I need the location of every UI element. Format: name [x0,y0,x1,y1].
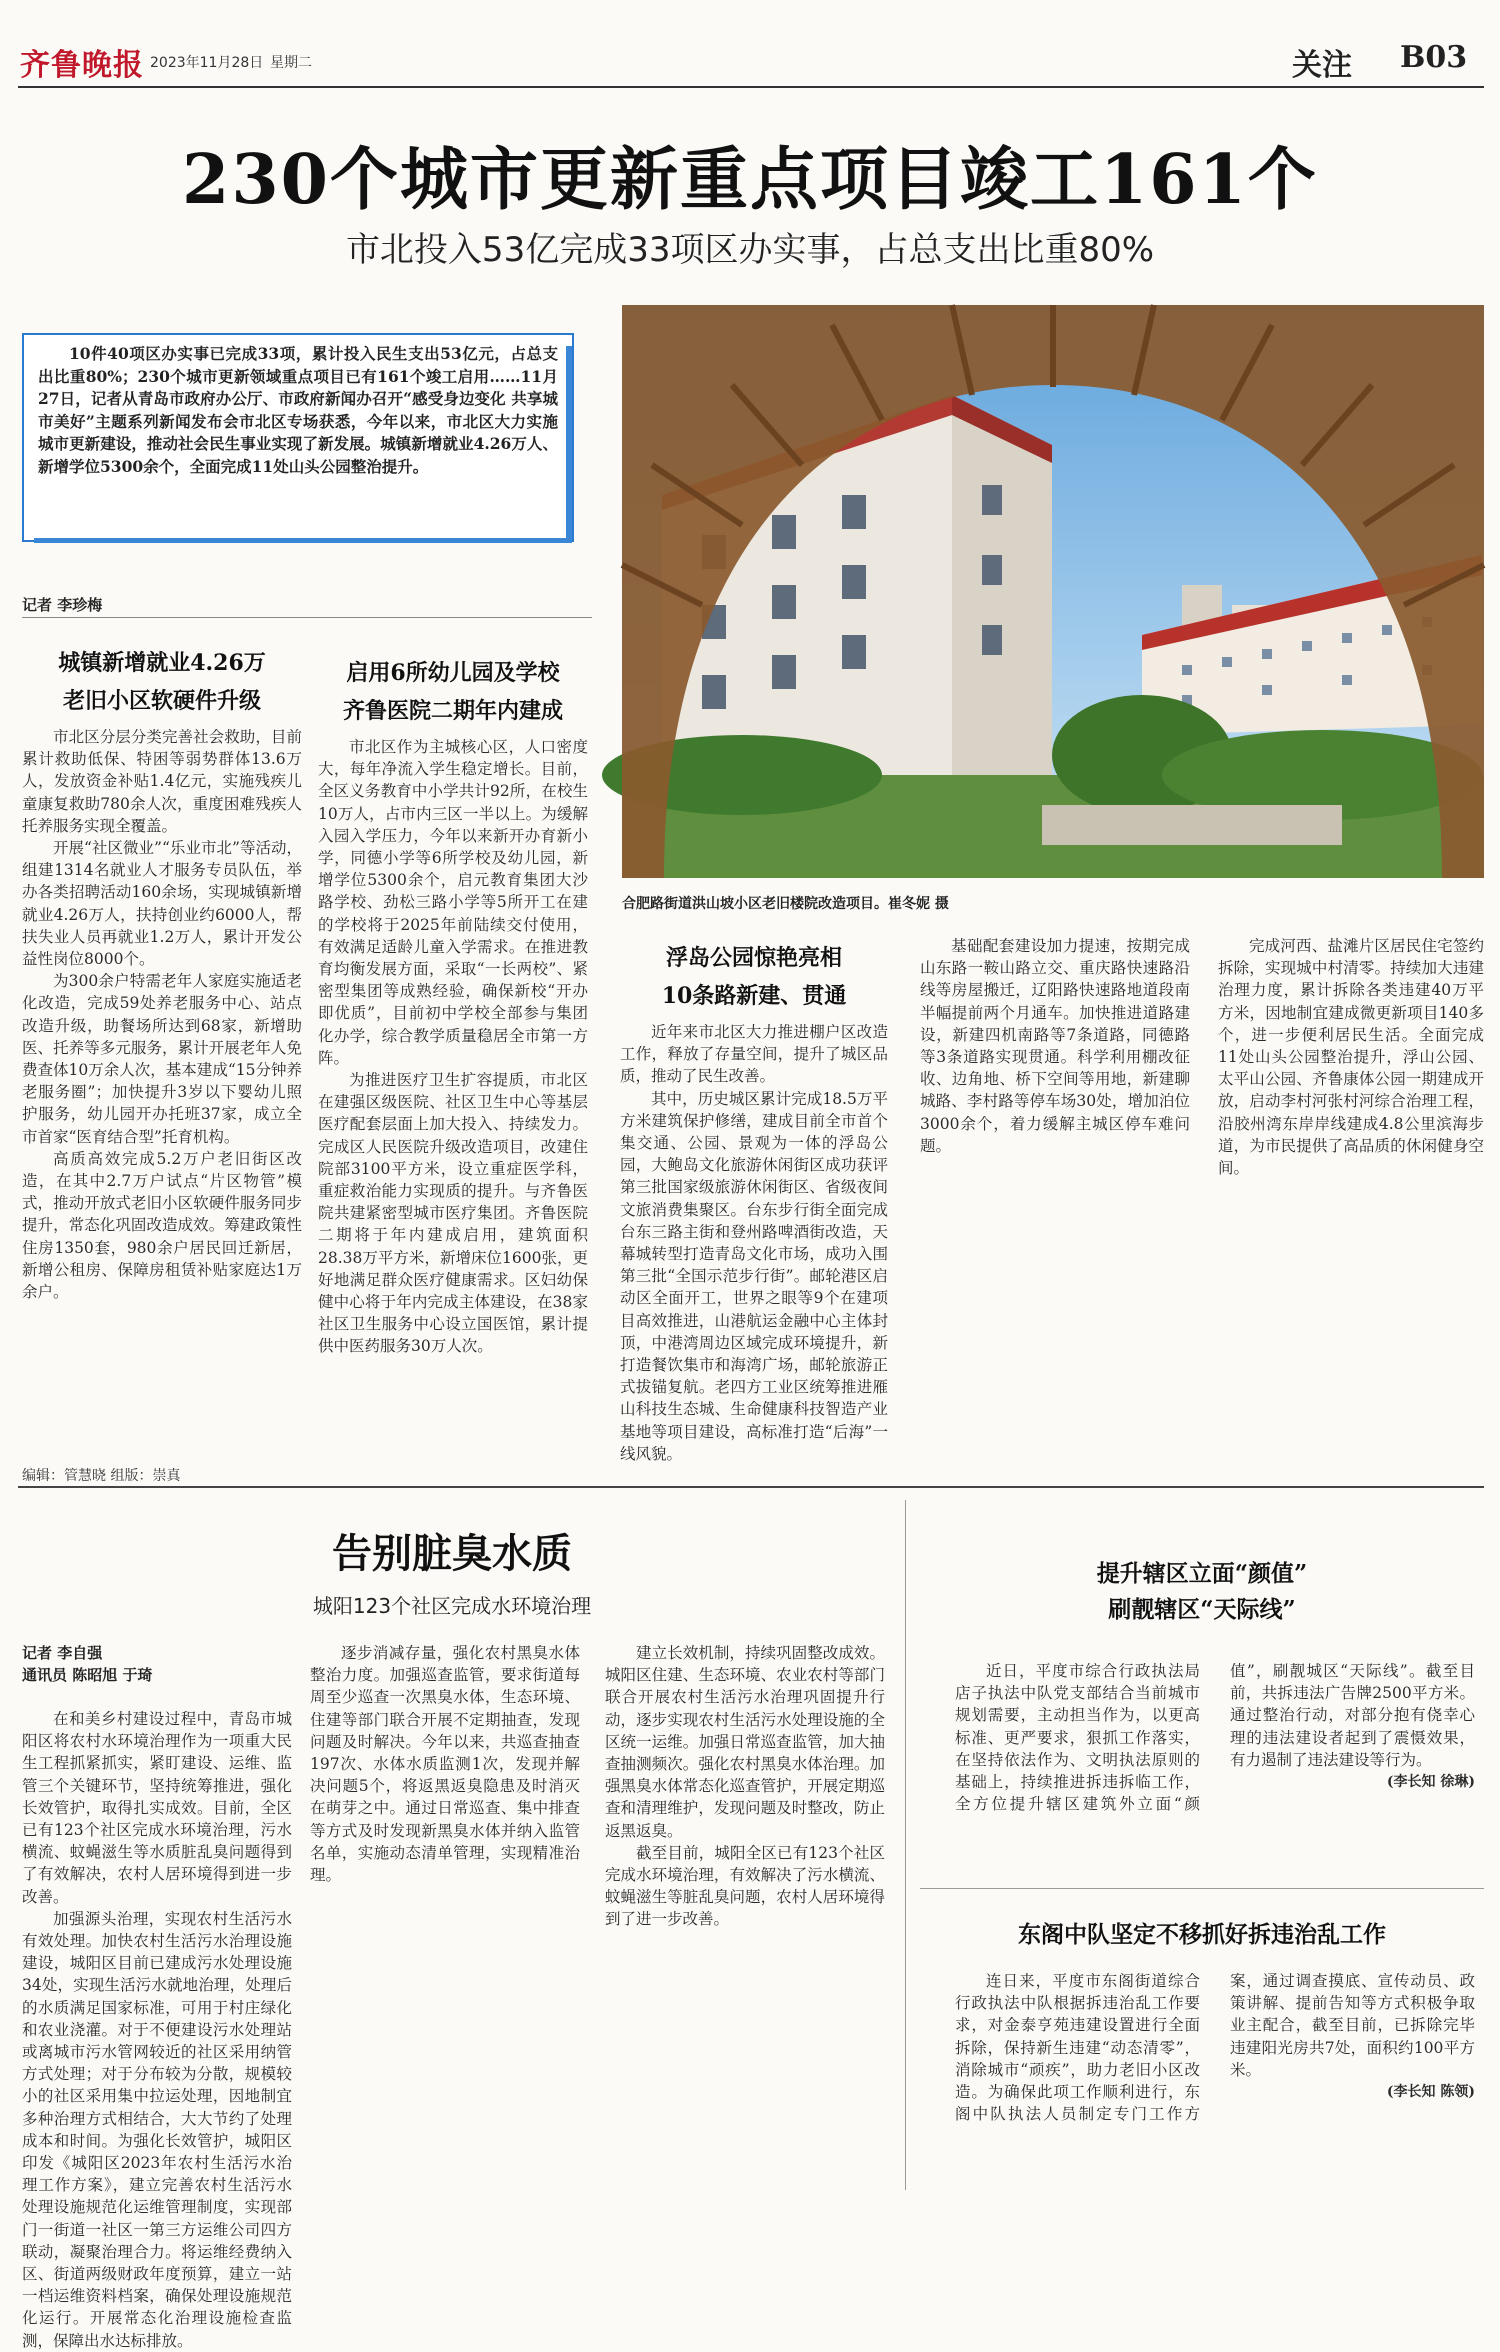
paragraph: 完成河西、盐滩片区居民住宅签约拆除，实现城中村清零。持续加大违建治理力度，累计拆除各类违建40万平方米，因地制宜建成微更新项目140多个，进一步便利居民生活。全面完成11处山头公园整治提升，浮山公园、太平山公园、齐鲁康体公园一期建成开放，启动李村河张村河综合治理工程，沿胶州湾东岸岸线建成4.8公里滨海步道，为市民提供了高品质的休闲健身空间。 [1218,937,1484,1178]
main-subheadline: 市北投入53亿完成33项区办实事，占总支出比重80% [345,230,1155,270]
water-col-2 [310,1642,580,2188]
issue-weekday: 星期二 [270,55,312,71]
paragraph: 逐步消减存量，强化农村黑臭水体整治力度。加强巡查监管，要求街道每周至少巡查一次黑臭水体，生态环境、住建等部门联合开展不定期抽查，发现问题及时解决。今年以来，共巡查抽查197次、水体水质监测1次，发现并解决问题5个，将返黑返臭隐患及时消灭在萌芽之中。通过日常巡查、集中排查等方式及时发现新黑臭水体并纳入监管名单，实施动态清单管理，实现精准治理。 [310,1644,580,1885]
main-col-1 [22,640,302,1450]
donge-signature: (李长知 陈领) [1386,2084,1475,2101]
facade-signature: (李长知 徐琳) [1386,1774,1475,1791]
main-col-2 [318,650,588,1450]
sub-heading-park: 浮岛公园惊艳亮相 10条路新建、贯通 [661,945,847,1009]
brief-divider [905,1500,906,2190]
water-title: 告别脏臭水质 [332,1530,572,1577]
paragraph: 在和美乡村建设过程中，青岛市城阳区将农村水环境治理作为一项重大民生工程抓紧抓实，紧盯建设、运维、监管三个关键环节，坚持统筹推进，强化长效管护，取得扎实成效。目前，全区已有123个社区完成水环境治理，污水横流、蚊蝇滋生等水质脏乱臭问题得到了有效解决，农村人居环境得到进一步改善。 [22,1710,292,1906]
section-name: 关注 [1292,48,1352,83]
editor-line: 编辑：管慧晓 组版：崇真 [22,1468,181,1484]
donge-body [955,1970,1475,2190]
paragraph: 连日来，平度市东阁街道综合行政执法中队根据拆违治乱工作要求，对金泰亨苑违建设置进行全面拆除，保持新生违建“动态清零”，消除城市“顽疾”，助力老旧小区改造。为确保此项工作顺利进行，东阁中队执法人员制定专门工作方案，通过调查摸底、宣传动员、政策讲解、提前告知等方式积极争取业主配合，截至目前，已拆除完毕违建阳光房共7处，面积约100平方米。 [955,1972,1475,2124]
page-number: B03 [1400,40,1468,75]
sub-heading-schools: 启用6所幼儿园及学校 齐鲁医院二期年内建成 [342,660,563,724]
water-reporter: 记者 李自强 [22,1644,103,1662]
paragraph: 为300余户特需老年人家庭实施适老化改造，完成59处养老服务中心、站点改造升级，助餐场所达到68家，新增助医、托养等多元服务，累计开展老年人免费查体10万余人次，基本建成“15分钟养老服务圈”；加快提升3岁以下婴幼儿照护服务，幼儿园开办托班37家，成立全市首家“医育结合型”托育机构。 [22,972,302,1146]
masthead-rule [18,86,1484,88]
main-reporter: 记者 李珍梅 [22,596,103,614]
paragraph: 市北区分层分类完善社会救助，目前累计救助低保、特困等弱势群体13.6万人，发放资金补贴1.4亿元，实施残疾儿童康复救助780余人次，重度困难残疾人托养服务实现全覆盖。 [22,728,302,835]
facade-title: 提升辖区立面“颜值” 刷靓辖区“天际线” [1096,1560,1308,1623]
paragraph: 建立长效机制，持续巩固整改成效。城阳区住建、生态环境、农业农村等部门联合开展农村生活污水治理巩固提升行动，逐步实现农村生活污水处理设施的全区统一运维。加强日常巡查监管，加大抽查抽测频次。强化农村黑臭水体治理。加强黑臭水体常态化巡查管护，开展定期巡查和清理维护，发现问题及时整改，防止返黑返臭。 [605,1644,885,1840]
main-col-3 [620,935,888,1463]
main-col-4 [920,935,1190,1450]
water-correspondent: 通讯员 陈昭旭 于琦 [22,1666,153,1684]
photo-caption: 合肥路街道洪山坡小区老旧楼院改造项目。崔冬妮 摄 [622,896,949,912]
paragraph: 为推进医疗卫生扩容提质，市北区在建强区级医院、社区卫生中心等基层医疗配套层面上加大投入、持续发力。完成区人民医院升级改造项目，改建住院部3100平方米，设立重症医学科，重症救治能力实现质的提升。与齐鲁医院共建紧密型城市医疗集团。齐鲁医院二期将于年内建成启用，建筑面积28.38万平方米，新增床位1600张，更好地满足群众医疗健康需求。区妇幼保健中心将于年内完成主体建设，在38家社区卫生服务中心设立国医馆，累计提供中医药服务30万人次。 [318,1071,588,1356]
water-col-3 [605,1642,885,2188]
lead-box [22,333,574,542]
masthead [0,0,1500,88]
donge-title: 东阁中队坚定不移抓好拆违治乱工作 [1018,1921,1386,1948]
lead-box-shadow [566,346,572,542]
lead-box-shadow-bottom [34,538,572,543]
paragraph: 市北区作为主城核心区，人口密度大，每年净流入学生稳定增长。目前，全区义务教育中小学共计92所，在校生10万人，占市内三区一半以上。为缓解入园入学压力，今年以来新开办育新小学，同德小学等6所学校及幼儿园，新增学位5300余个，启元教育集团大沙路学校、劲松三路小学等5所开工在建的学校将于2025年前陆续交付使用，有效满足适龄儿童入学需求。在推进教育均衡发展方面，采取“一长两校”、紧密型集团等成熟经验，确保新校“开办即优质”，目前初中学校全部参与集团化办学，综合教学质量稳居全市第一方阵。 [318,738,588,1067]
water-subtitle: 城阳123个社区完成水环境治理 [312,1594,592,1618]
main-headline: 230个城市更新重点项目竣工161个 [182,140,1318,220]
main-col-5 [1218,935,1484,1450]
water-col-1 [22,1708,292,2350]
issue-date: 2023年11月28日 [150,55,264,71]
paragraph: 高质高效完成5.2万户老旧街区改造，在其中2.7万户试点“片区物管”模式，推动开放式老旧小区软硬件服务同步提升，常态化巩固改造成效。筹建政策性住房1350套，980余户居民回迁新居，新增公租房、保障房租赁补贴家庭达1万余户。 [22,1149,302,1302]
reporter-rule [22,617,592,618]
paragraph: 基础配套建设加力提速，按期完成山东路一鞍山路立交、重庆路快速路沿线等房屋搬迁，辽阳路快速路地道段南半幅提前两个月通车。加快推进道路建设，新建四机南路等7条道路，同德路等3条道路实现贯通。科学利用棚改征收、边角地、桥下空间等用地，新建聊城路、李村路等停车场30处，增加泊位3000余个，着力缓解主城区停车难问题。 [920,937,1190,1155]
paper-logo: 齐鲁晚报 [20,48,144,83]
paragraph: 其中，历史城区累计完成18.5万平方米建筑保护修缮，建成目前全市首个集交通、公园、景观为一体的浮岛公园，大鲍岛文化旅游休闲街区成功获评第三批国家级旅游休闲街区、省级夜间文旅消费集聚区。台东步行街全面完成台东三路主街和登州路啤酒街改造，天幕城转型打造青岛文化市场，成功入围第三批“全国示范步行街”。邮轮港区启动区全面开工，世界之眼等9个在建项目高效推进，山港航运金融中心主体封顶，中港湾周边区域完成环境提升，新打造餐饮集市和海湾广场，邮轮旅游正式拔锚复航。老四方工业区统筹推进雁山科技生态城、生命健康科技智造产业基地等项目建设，高标准打造“后海”一线风貌。 [620,1089,888,1463]
paragraph: 加强源头治理，实现农村生活污水有效处理。加快农村生活污水治理设施建设，城阳区目前已建成污水处理设施34处，实现生活污水就地治理，处理后的水质满足国家标准，可用于村庄绿化和农业浇灌。对于不便建设污水处理站或离城市污水管网较近的社区采用纳管方式处理；对于分布较为分散，规模较小的社区采用集中拉运处理，因地制宜多种治理方式相结合，大大节约了处理成本和时间。为强化长效管护，城阳区印发《城阳区2023年农村生活污水治理工作方案》，建立完善农村生活污水处理设施规范化运维管理制度，实现部门一街道一社区一第三方运维公司四方联动，凝聚治理合力。将运维经费纳入区、街道两级财政年度预算，建立一站一档运维资料档案，确保处理设施规范化运行。开展常态化治理设施检查监测，保障出水达标排放。 [22,1909,292,2350]
section-divider [18,1486,1484,1488]
lead-text: 10件40项区办实事已完成33项，累计投入民生支出53亿元，占总支出比重80%；230个城市更新领域重点项目已有161个竣工启用……11月27日，记者从青岛市政府办公厅、市政府新闻办召开“感受身边变化 共享城市美好”主题系列新闻发布会市北区专场获悉，今年以来，市北区大力实施城市更新建设，推动社会民生事业实现了新发展。城镇新增就业4.26万人、新增学位5300余个，全面完成11处山头公园整治提升。 [38,344,558,476]
paragraph: 近日，平度市综合行政执法局店子执法中队党支部结合当前城市规划需要，主动担当作为，以更高标准、更严要求，狠抓工作落实，在坚持依法作为、文明执法原则的基础上，持续推进拆违拆临工作，全方位提升辖区建筑外立面“颜值”，刷靓城区“天际线”。截至目前，共拆违法广告牌2500平方米。通过整治行动，对部分抱有侥幸心理的违法建设者起到了震慑效果，有力遏制了违法建设等行为。 [955,1662,1475,1814]
sub-heading-employment: 城镇新增就业4.26万 老旧小区软硬件升级 [58,650,266,714]
photo-illustration [622,305,1484,878]
paragraph: 截至目前，城阳全区已有123个社区完成水环境治理，有效解决了污水横流、蚊蝇滋生等脏乱臭问题，农村人居环境得到了进一步改善。 [605,1843,885,1929]
news-photo [622,305,1484,878]
facade-body [955,1660,1475,1860]
paragraph: 开展“社区微业”“乐业市北”等活动，组建1314名就业人才服务专员队伍，举办各类招聘活动160余场，实现城镇新增就业4.26万人，扶持创业约6000人，帮扶失业人员再就业1.2万人，累计开发公益性岗位8000个。 [22,839,302,969]
paragraph: 近年来市北区大力推进棚户区改造工作，释放了存量空间，提升了城区品质，推动了民生改善。 [620,1023,888,1086]
brief-separator [920,1888,1484,1889]
